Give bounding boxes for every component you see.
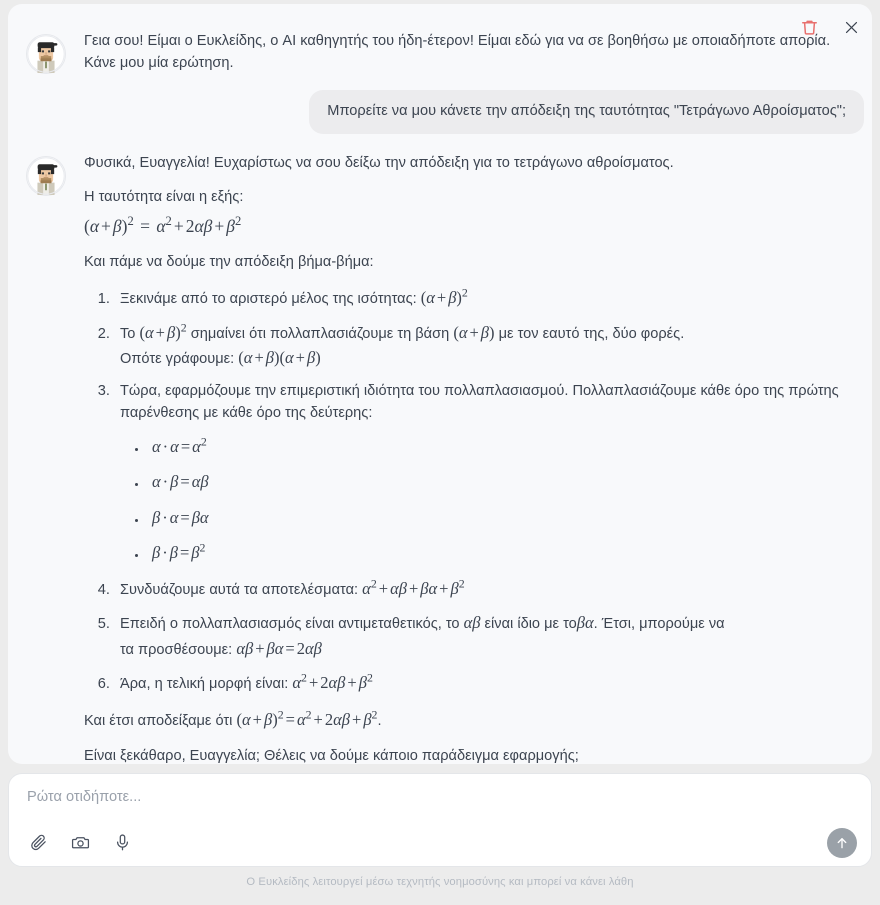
answer-intro: Φυσικά, Ευαγγελία! Ευχαρίστως να σου δείξω την απόδειξη για το τετράγωνο αθροίσματος. <box>84 155 674 172</box>
user-message-align <box>26 74 864 134</box>
assistant-avatar <box>26 34 66 74</box>
message-scroll-area[interactable] <box>8 4 872 764</box>
conclusion-paragraph <box>84 707 856 732</box>
camera-icon <box>71 833 90 852</box>
microphone-icon <box>113 833 132 852</box>
identity-formula: $(\alpha + \beta)^2 = \alpha^2 + 2\alpha\beta + \beta^2$ <box>84 213 242 236</box>
identity-label: Η ταυτότητα είναι η εξής: <box>84 189 244 206</box>
proof-step-5 <box>114 610 856 661</box>
step-6-text: Άρα, η τελική μορφή είναι: <box>120 675 289 692</box>
distribution-term-4: • $\beta \cdot \beta = \beta^2$ <box>148 540 856 565</box>
user-message-bubble: Μπορείτε να μου κάνετε την απόδειξη της ταυτότητας "Τετράγωνο Αθροίσματος"; <box>309 90 864 134</box>
step-5-text-c: . Έτσι, μπορούμε να <box>593 616 725 633</box>
greeting-text-body <box>84 30 856 74</box>
proof-step-1 <box>114 285 856 310</box>
step-5-math-b: βα <box>576 613 594 633</box>
camera-button[interactable] <box>69 831 91 853</box>
step-2-math-b: (α + β) <box>453 322 495 342</box>
step-2-text-b: σημαίνει ότι πολλαπλασιάζουμε τη βάση <box>190 325 450 342</box>
conclusion-text-a: Και έτσι αποδείξαμε ότι <box>84 713 233 730</box>
conversation-actions <box>798 16 862 38</box>
distribution-term-2: • α · β = αβ <box>148 469 856 494</box>
step-5-math-a: αβ <box>463 613 481 633</box>
step-6-math: $\alpha^2 + 2\alpha\beta + \beta^2$ <box>292 670 373 692</box>
proof-step-3 <box>114 380 856 566</box>
send-message-button[interactable] <box>827 828 857 858</box>
steps-label: Και πάμε να δούμε την απόδειξη βήμα-βήμα: <box>84 254 374 271</box>
distribution-term-list <box>120 434 856 566</box>
tutor-avatar-icon <box>27 35 65 73</box>
message-input[interactable] <box>27 789 772 805</box>
chat-panel <box>8 4 872 764</box>
conclusion-text-b: . <box>377 713 382 730</box>
trash-icon <box>800 18 819 37</box>
message-assistant-greeting <box>8 16 872 74</box>
step-2-math-c: (α + β)(α + β) <box>238 348 321 368</box>
step-5-text-a: Επειδή ο πολλαπλασιασμός είναι αντιμεταθετικός, το <box>120 616 460 633</box>
conclusion-math: $(\alpha + \beta)^2 = \alpha^2 + 2\alpha\beta + \beta^2$ <box>236 707 378 730</box>
paperclip-icon <box>29 833 48 852</box>
close-icon <box>843 19 860 36</box>
proof-step-6 <box>114 670 856 695</box>
arrow-up-icon <box>834 835 850 851</box>
message-assistant-answer <box>8 152 872 862</box>
followup-question: Είναι ξεκάθαρο, Ευαγγελία; Θέλεις να δούμε κάποιο παράδειγμα εφαρμογής; <box>84 747 579 764</box>
step-2-text-a: Το <box>120 325 136 342</box>
microphone-button[interactable] <box>111 831 133 853</box>
distribution-term-3: • β · α = βα <box>148 505 856 530</box>
close-chat-button[interactable] <box>840 16 862 38</box>
step-5-math-c: αβ + βα = 2αβ <box>236 638 322 658</box>
attach-file-button[interactable] <box>27 831 49 853</box>
delete-conversation-button[interactable] <box>798 16 820 38</box>
step-1-text: Ξεκινάμε από το αριστερό μέλος της ισότητας: <box>120 291 417 308</box>
step-5-text-b: είναι ίδιο με το <box>484 616 577 633</box>
ai-disclaimer: Ο Ευκλείδης λειτουργεί μέσω τεχνητής νοημοσύνης και μπορεί να κάνει λάθη <box>246 876 634 888</box>
assistant-avatar-2 <box>26 156 66 196</box>
step-2-text-d: Οπότε γράφουμε: <box>120 351 235 368</box>
step-2-text-c: με τον εαυτό της, δύο φορές. <box>498 325 685 342</box>
tutor-avatar-icon <box>27 157 65 195</box>
proof-step-list <box>84 285 856 695</box>
step-2-math-a: $(\alpha + \beta)^2$ <box>139 320 187 342</box>
composer-box <box>8 773 872 867</box>
proof-step-4 <box>114 576 856 601</box>
step-4-text: Συνδυάζουμε αυτά τα αποτελέσματα: <box>120 581 359 598</box>
proof-step-2 <box>114 320 856 371</box>
composer-tools <box>27 831 133 853</box>
step-5-text-d: τα προσθέσουμε: <box>120 641 233 658</box>
step-3-text: Τώρα, εφαρμόζουμε την επιμεριστική ιδιότητα του πολλαπλασιασμού. Πολλαπλασιάζουμε κάθε όρο της πρώτης παρένθεσης με κάθε όρο της δεύτερης: <box>120 382 839 422</box>
message-user-row <box>8 74 872 134</box>
greeting-text: Γεια σου! Είμαι ο Ευκλείδης, ο AI καθηγητής του ήδη-έτερον! Είμαι εδώ για να σε βοηθήσω με οποιαδήποτε απορία. Κάνε μου μία ερώτηση. <box>84 33 831 72</box>
step-4-math: $\alpha^2 + \alpha\beta + \beta\alpha + \beta^2$ <box>362 576 465 598</box>
step-1-math: $(\alpha + \beta)^2$ <box>420 285 468 308</box>
composer-area <box>8 773 872 898</box>
answer-body <box>84 152 856 862</box>
distribution-term-1: • $\alpha \cdot \alpha = \alpha^2$ <box>148 434 856 459</box>
